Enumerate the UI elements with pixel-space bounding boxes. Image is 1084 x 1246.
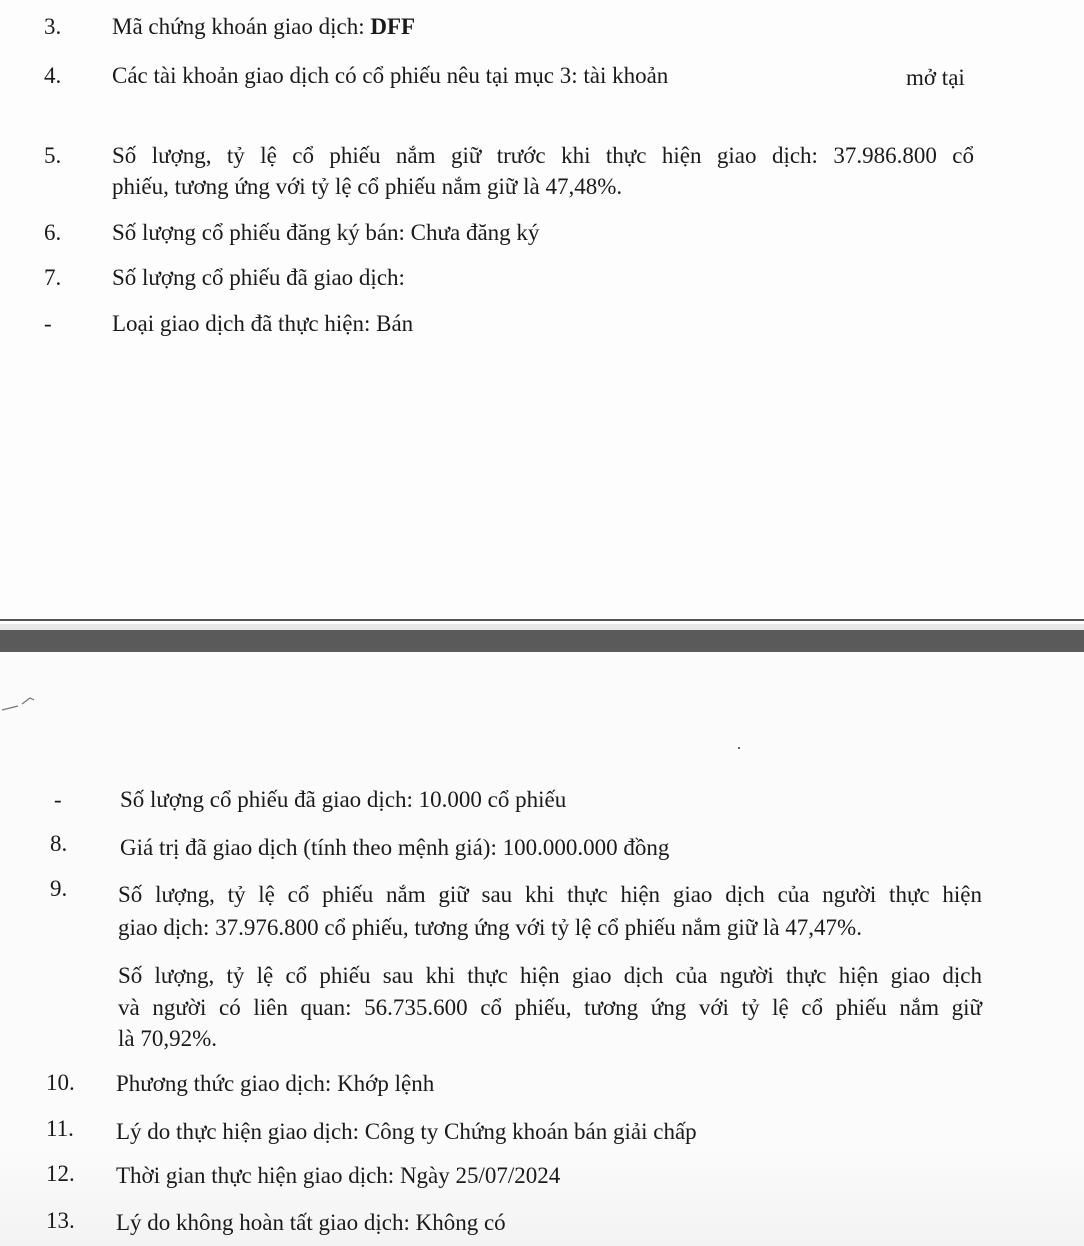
item-8-traded-value: Giá trị đã giao dịch (tính theo mệnh giá): 100.000.000 đồng — [120, 835, 670, 860]
dash-bullet: - — [44, 311, 52, 336]
page-divider-line — [0, 619, 1084, 621]
item-number: 12. — [46, 1161, 75, 1186]
transaction-type: Loại giao dịch đã thực hiện: Bán — [112, 311, 414, 336]
item-5-line-1: Số lượng, tỷ lệ cổ phiếu nắm giữ trước khi thực hiện giao dịch: 37.986.800 cổ — [112, 143, 974, 168]
page-divider-band — [0, 630, 1084, 652]
item-number: 8. — [50, 831, 68, 856]
item-number: 3. — [44, 14, 62, 39]
item-7-traded-shares: Số lượng cổ phiếu đã giao dịch: — [112, 265, 405, 290]
scan-dot — [738, 747, 740, 749]
dash-bullet: - — [54, 787, 62, 812]
item-11-reason: Lý do thực hiện giao dịch: Công ty Chứng khoán bán giải chấp — [116, 1119, 697, 1144]
item-9-line-2: giao dịch: 37.976.800 cổ phiếu, tương ứng với tỷ lệ cổ phiếu nắm giữ là 47,47%. — [118, 915, 862, 940]
item-number: 10. — [46, 1070, 75, 1095]
item-10-method: Phương thức giao dịch: Khớp lệnh — [116, 1071, 435, 1096]
item-9-para-2-line-3: là 70,92%. — [118, 1026, 218, 1051]
item-9-para-2-line-1: Số lượng, tỷ lệ cổ phiếu sau khi thực hiện giao dịch của người thực hiện giao dịch — [118, 963, 982, 988]
item-number: 13. — [46, 1208, 75, 1233]
item-5-line-2: phiếu, tương ứng với tỷ lệ cổ phiếu nắm giữ là 47,48%. — [112, 174, 623, 199]
item-number: 11. — [46, 1116, 74, 1141]
item-12-time: Thời gian thực hiện giao dịch: Ngày 25/07/2024 — [116, 1163, 561, 1188]
item-number: 6. — [44, 220, 62, 245]
stock-code: DFF — [370, 14, 416, 39]
item-4-accounts: Các tài khoản giao dịch có cổ phiếu nêu tại mục 3: tài khoản — [112, 63, 669, 88]
scan-mark — [0, 688, 60, 718]
item-4-tail: mở tại — [906, 65, 965, 90]
item-13-incomplete-reason: Lý do không hoàn tất giao dịch: Không có — [116, 1210, 506, 1235]
traded-quantity: Số lượng cổ phiếu đã giao dịch: 10.000 cổ phiếu — [120, 787, 567, 812]
item-9-para-2-line-2: và người có liên quan: 56.735.600 cổ phiếu, tương ứng với tỷ lệ cổ phiếu nắm giữ — [118, 995, 982, 1020]
item-number: 7. — [44, 265, 62, 290]
item-9-line-1: Số lượng, tỷ lệ cổ phiếu nắm giữ sau khi thực hiện giao dịch của người thực hiện — [118, 882, 982, 907]
item-number: 9. — [50, 876, 68, 901]
item-6-registered-sell: Số lượng cổ phiếu đăng ký bán: Chưa đăng ký — [112, 220, 540, 245]
item-number: 5. — [44, 143, 62, 168]
item-3-label: Mã chứng khoán giao dịch: — [112, 14, 371, 39]
item-number: 4. — [44, 63, 62, 88]
item-3-stock-code — [112, 12, 415, 42]
